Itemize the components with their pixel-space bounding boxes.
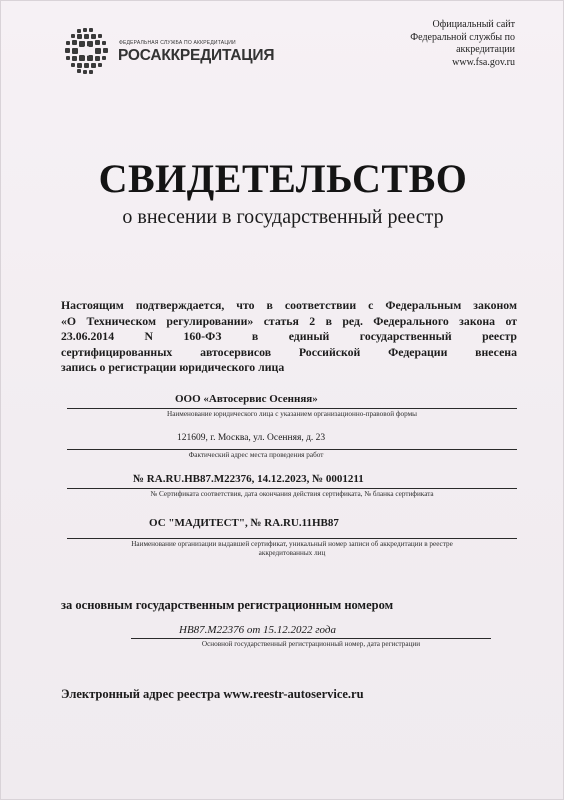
- registration-number-value: НВ87.М22376 от 15.12.2022 года: [179, 624, 336, 636]
- registration-heading: за основным государственным регистрационным номером: [61, 598, 394, 612]
- issuer-caption-line: Наименование организации выдавшей сертификат, уникальный номер записи об аккредитации в реестре: [131, 540, 453, 548]
- site-line: аккредитации: [456, 44, 515, 55]
- certificate-rule: [67, 488, 517, 489]
- paragraph-line: сертифицированных автосервисов Российской Федерации внесена: [61, 344, 517, 359]
- certificate-caption: № Сертификата соответствия, дата окончания действия сертификата, № бланка сертификата: [150, 490, 434, 498]
- address-value: 121609, г. Москва, ул. Осенняя, д. 23: [177, 433, 326, 443]
- registry-address: Электронный адрес реестра www.reestr-autoservice.ru: [61, 687, 364, 701]
- issuer-rule: [67, 538, 517, 539]
- rosaccreditation-logo: [63, 27, 275, 75]
- address-rule: [67, 449, 517, 450]
- issuer-caption-line: аккредитованных лиц: [258, 549, 326, 557]
- logo-emblem-icon: [63, 27, 111, 75]
- document-subtitle: о внесении в государственный реестр: [122, 206, 444, 228]
- site-url: www.fsa.gov.ru: [452, 56, 515, 68]
- paragraph-line: Настоящим подтверждается, что в соответствии с Федеральным законом: [61, 298, 517, 312]
- registration-caption: Основной государственный регистрационный номер, дата регистрации: [201, 640, 421, 648]
- paragraph-line: запись о регистрации юридического лица: [61, 360, 285, 374]
- logo-name: РОСАККРЕДИТАЦИЯ: [118, 47, 275, 64]
- logo-agency-text: ФЕДЕРАЛЬНАЯ СЛУЖБА ПО АККРЕДИТАЦИИ: [119, 40, 236, 46]
- document-title: СВИДЕТЕЛЬСТВО: [98, 156, 468, 201]
- issuer-value: ОС "МАДИТЕСТ", № RA.RU.11HB87: [149, 517, 339, 529]
- org-name-value: ООО «Автосервис Осенняя»: [175, 393, 318, 405]
- confirmation-paragraph: [61, 298, 517, 376]
- official-site-block: [365, 19, 515, 69]
- org-name-rule: [67, 408, 517, 409]
- address-caption: Фактический адрес места проведения работ: [188, 451, 324, 459]
- paragraph-line: «О Техническом регулировании» статья 2 в ред. Федерального закона от: [61, 313, 517, 328]
- paragraph-line: 23.06.2014 N 160-ФЗ в единый государственный реестр: [61, 329, 517, 343]
- issuer-caption: [67, 540, 517, 558]
- site-line: Официальный сайт: [432, 19, 515, 30]
- site-line: Федеральной службы по: [410, 31, 515, 43]
- org-name-caption: Наименование юридического лица с указанием организационно-правовой формы: [167, 410, 417, 418]
- certificate-value: № RA.RU.HB87.M22376, 14.12.2023, № 0001211: [133, 473, 364, 485]
- registration-rule: [131, 638, 491, 639]
